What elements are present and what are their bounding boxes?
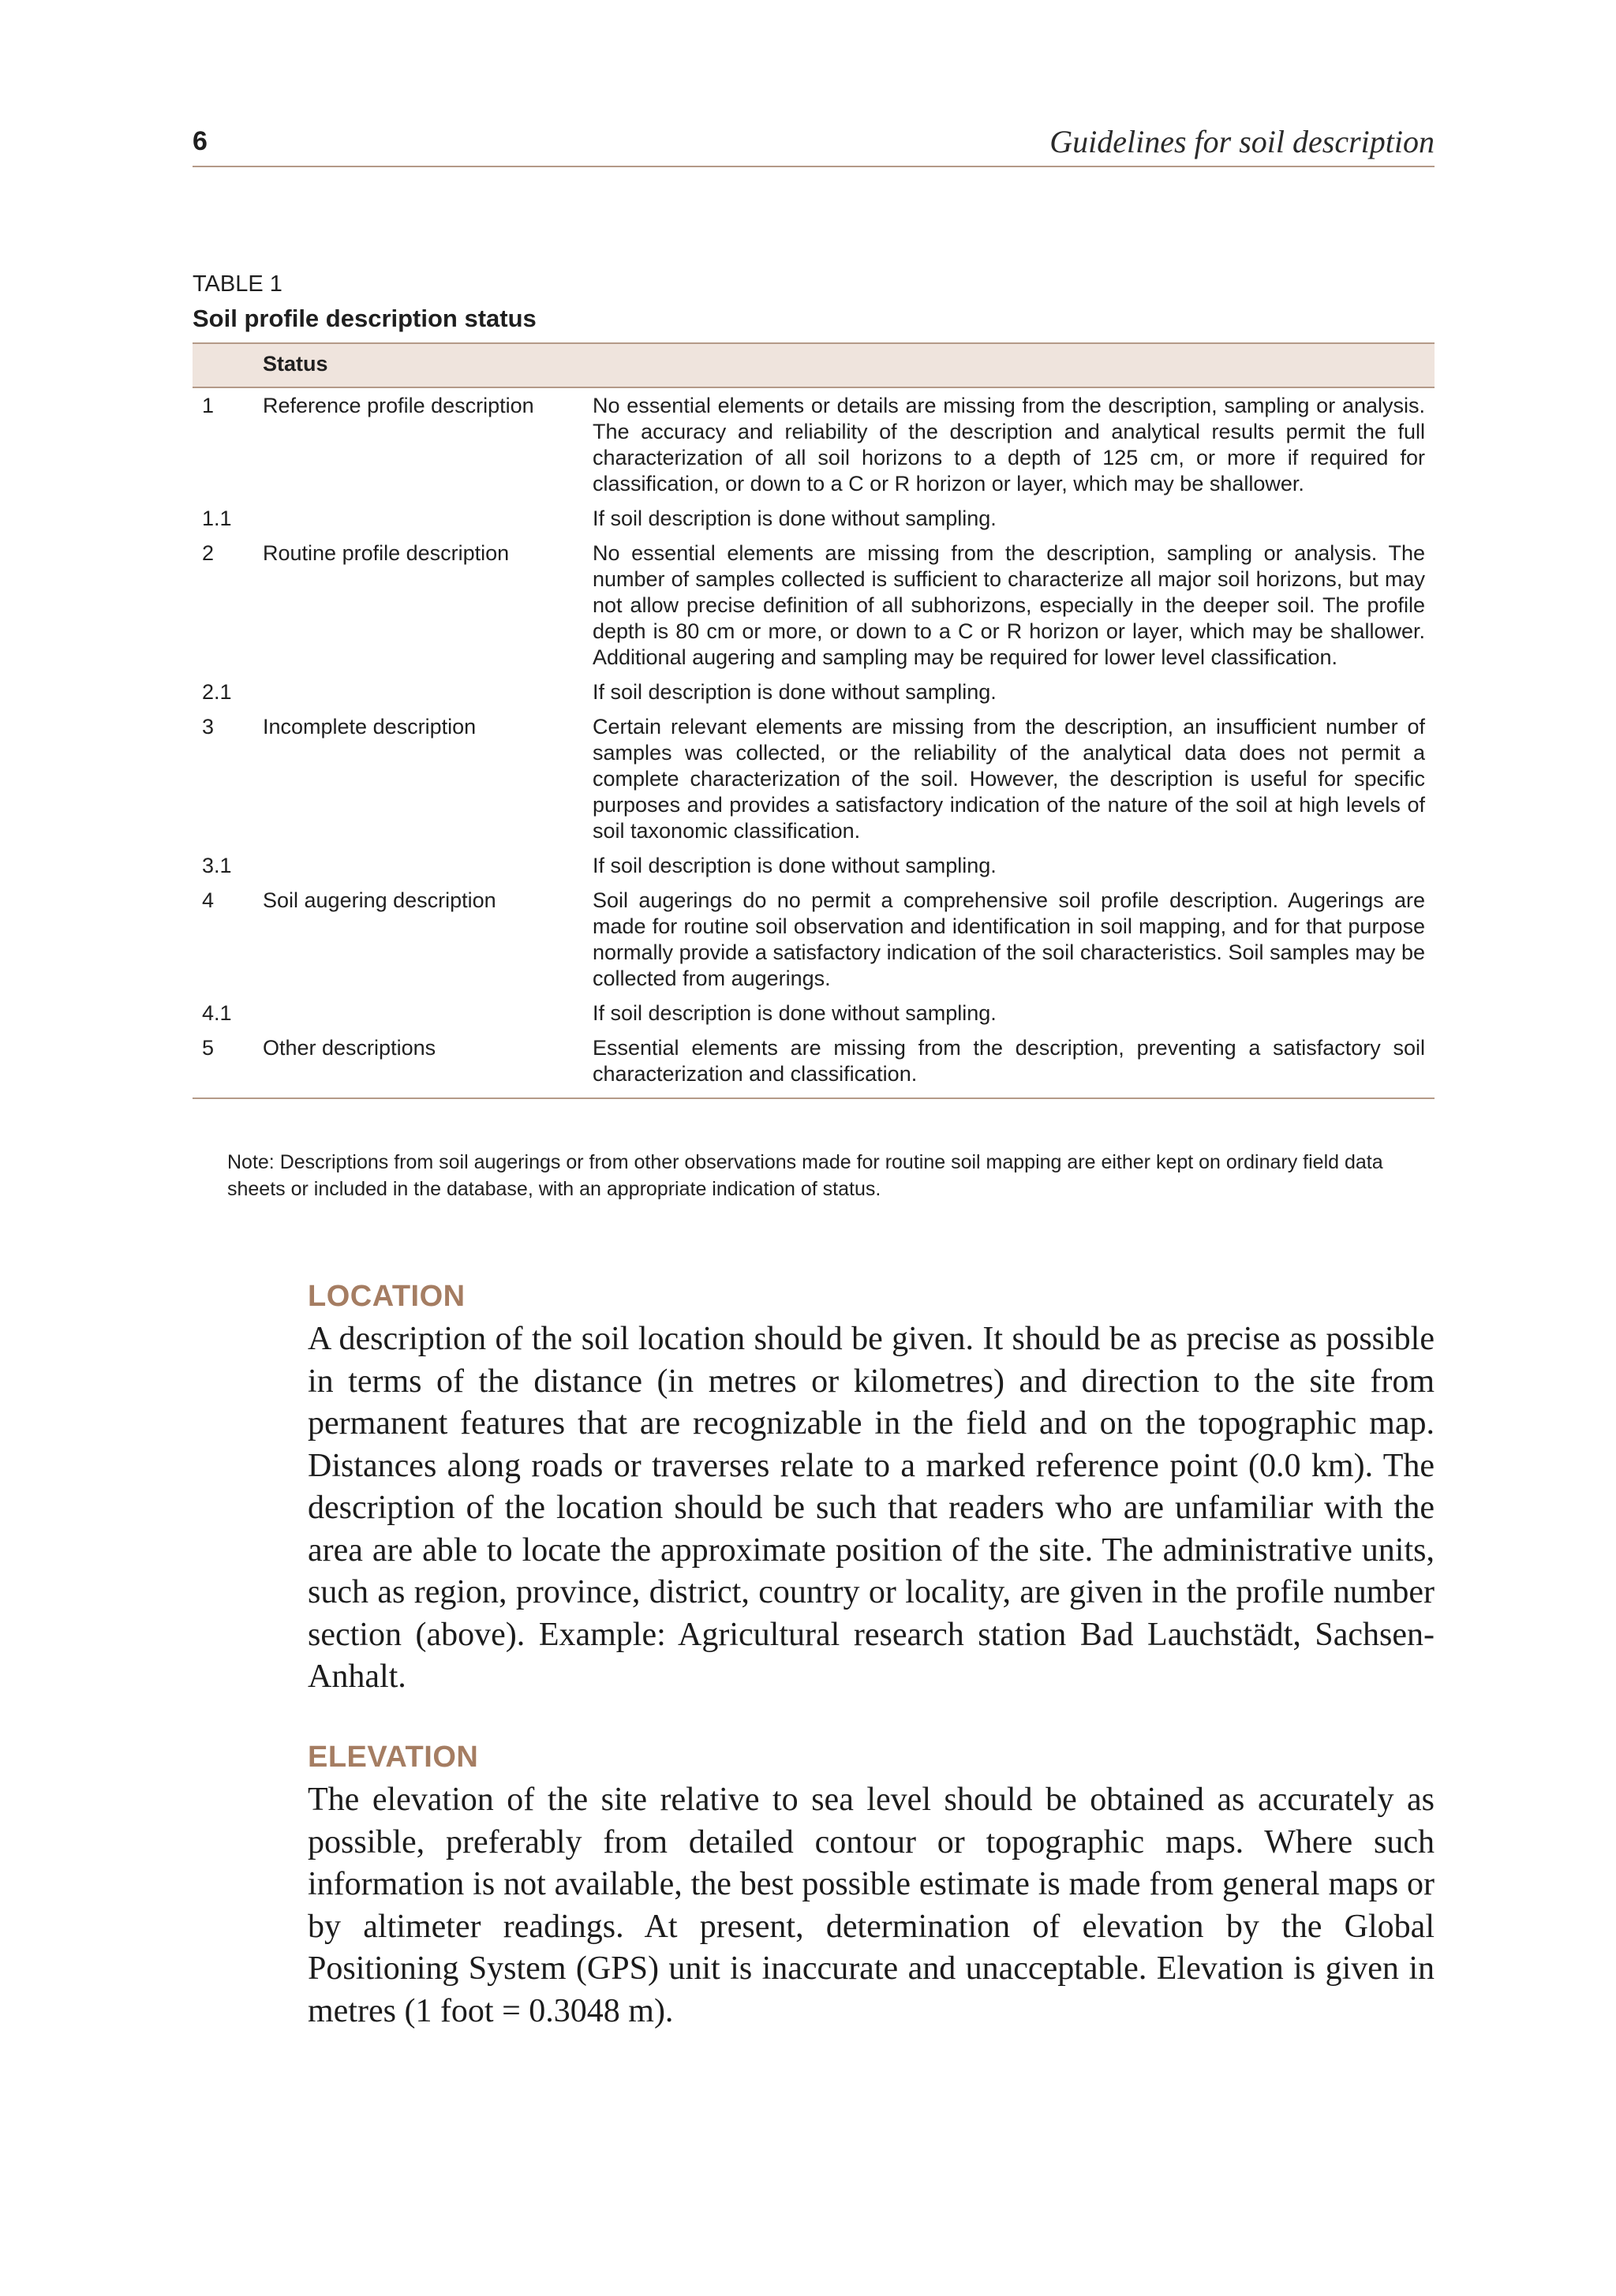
row-status: Incomplete description: [263, 715, 477, 739]
elevation-section: [308, 1741, 1435, 2032]
row-number: 4.1: [202, 1001, 232, 1025]
table-title: Soil profile description status: [193, 305, 537, 332]
running-header: [193, 120, 1435, 167]
location-heading: LOCATION: [308, 1280, 466, 1313]
table-row: [193, 540, 1435, 671]
row-status: [263, 853, 593, 879]
status-table: [193, 342, 1435, 1099]
row-number: 1.1: [202, 507, 232, 530]
row-status: Soil augering description: [263, 888, 496, 912]
row-status: [263, 1000, 593, 1026]
page-number: 6: [193, 126, 208, 156]
row-description: If soil description is done without sampling.: [593, 854, 997, 877]
table-label: TABLE 1: [193, 271, 282, 297]
row-description: No essential elements or details are missing from the description, sampling or analysis. The accuracy and reliability of the description and analytical results permit the full characterization of all soil horizons to a depth of 125 cm, or more if required for classification, or down to a C or R horizon or layer, which may be shallower.: [593, 394, 1425, 495]
table-row: [193, 1035, 1435, 1087]
row-number: 3: [202, 715, 215, 739]
row-number: 1: [202, 394, 215, 417]
elevation-body: The elevation of the site relative to sea level should be obtained as accurately as possible, preferably from detailed contour or topographic maps. Where such information is not available, the best possible estimate is made from general maps or by altimeter readings. At present, determination of elevation by the Global Positioning System (GPS) unit is inaccurate and unacceptable. Elevation is given in metres (1 foot = 0.3048 m).: [308, 1782, 1435, 2029]
table-row: [193, 853, 1435, 879]
row-number: 5: [202, 1036, 215, 1060]
table-note: Note: Descriptions from soil augerings or from other observations made for routine soil mapping are either kept on ordinary field data sheets or included in the database, with an appropriate indication of status.: [227, 1151, 1383, 1200]
row-status: Other descriptions: [263, 1036, 436, 1060]
location-section: [308, 1280, 1435, 1699]
row-description: Soil augerings do no permit a comprehensive soil profile description. Augerings are made for routine soil observation and identification in soil mapping, and for that purpose normally provide a satisfactory indication of the soil characteristics. Soil samples may be collected from augerings.: [593, 888, 1425, 990]
row-status: [263, 679, 593, 705]
row-description: If soil description is done without sampling.: [593, 680, 997, 704]
location-body: A description of the soil location should be given. It should be as precise as possible in terms of the distance (in metres or kilometres) and direction to the site from permanent features that are recognizable in the field and on the topographic map. Distances along roads or traverses relate to a marked reference point (0.0 km). The description of the location should be such that readers who are unfamiliar with the area are able to locate the approximate position of the site. The administrative units, such as region, province, district, country or locality, are given in the profile number section (above). Example: Agricultural research station Bad Lauchstädt, Sachsen-Anhalt.: [308, 1321, 1435, 1695]
row-number: 3.1: [202, 854, 232, 877]
row-number: 2.1: [202, 680, 232, 704]
running-title: Guidelines for soil description: [1049, 124, 1435, 159]
status-column-header: Status: [263, 352, 328, 376]
row-number: 2: [202, 541, 215, 565]
row-description: No essential elements are missing from the description, sampling or analysis. The number of samples collected is sufficient to characterize all major soil horizons, but may not allow precise definition of all subhorizons, especially in the deeper soil. The profile depth is 80 cm or more, or down to a C or R horizon or layer, which may be shallower. Additional augering and sampling may be required for lower level classification.: [593, 541, 1425, 669]
row-number: 4: [202, 888, 215, 912]
row-status: Reference profile description: [263, 394, 534, 417]
table-row: [193, 393, 1435, 497]
table-body: [193, 388, 1435, 1099]
table-row: [193, 1000, 1435, 1026]
row-status: [263, 506, 593, 532]
row-status: Routine profile description: [263, 541, 510, 565]
table-row: [193, 888, 1435, 992]
row-description: Essential elements are missing from the description, preventing a satisfactory soil characterization and classification.: [593, 1036, 1425, 1086]
table-header-row: [193, 342, 1435, 388]
row-description: Certain relevant elements are missing from the description, an insufficient number of samples was collected, or the reliability of the analytical data does not permit a complete characterization of the soil. However, the description is useful for specific purposes and provides a satisfactory indication of the nature of the soil at high levels of soil taxonomic classification.: [593, 715, 1425, 843]
elevation-heading: ELEVATION: [308, 1741, 479, 1774]
row-description: If soil description is done without sampling.: [593, 1001, 997, 1025]
table-row: [193, 714, 1435, 844]
table-row: [193, 506, 1435, 532]
table-row: [193, 679, 1435, 705]
row-description: If soil description is done without sampling.: [593, 507, 997, 530]
